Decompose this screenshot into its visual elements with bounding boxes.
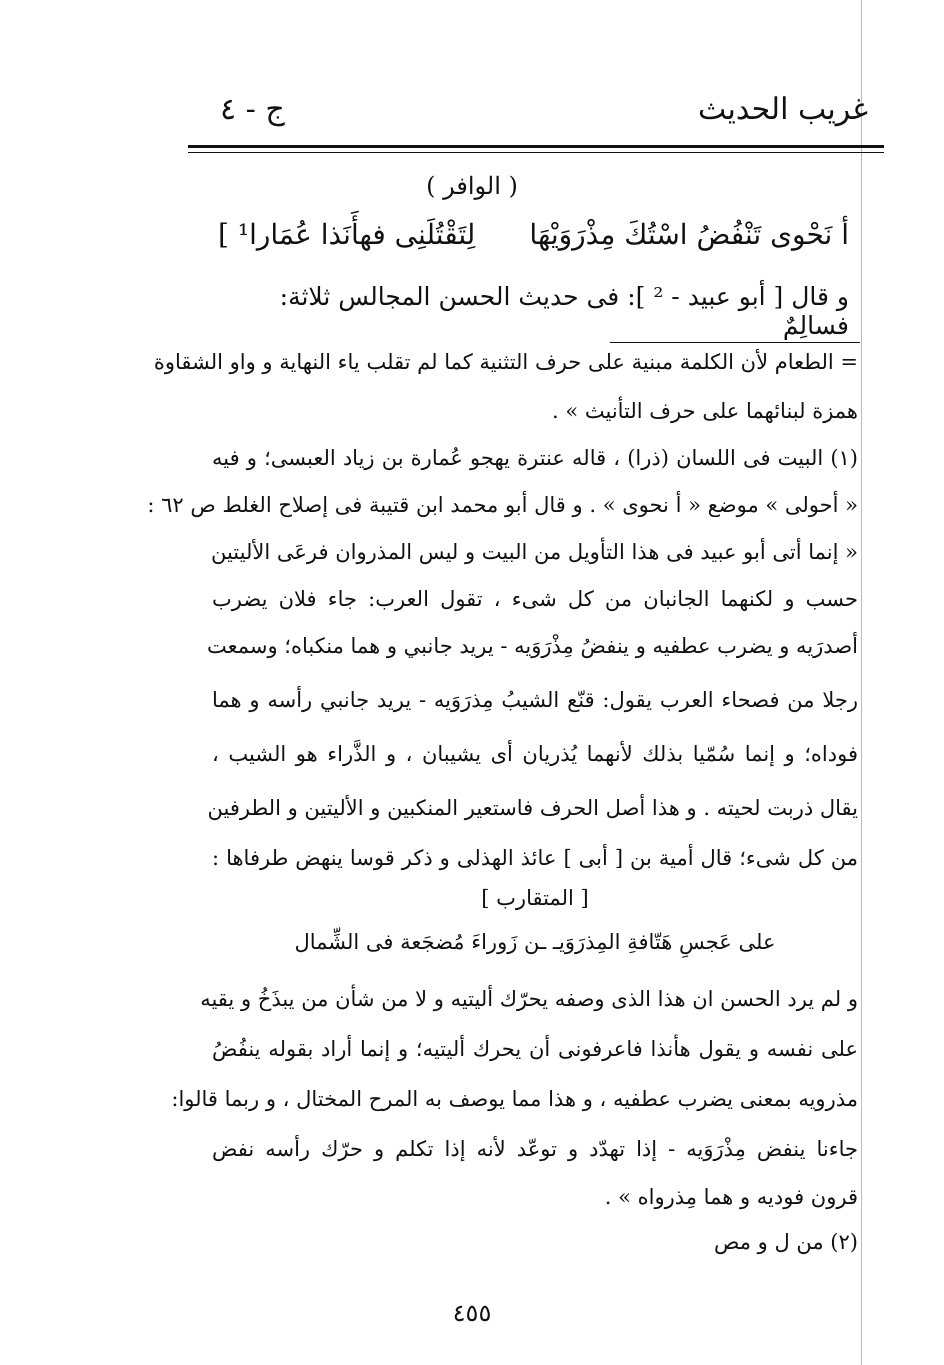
footnote-line: « أحولى » موضع « أ نحوى » . و قال أبو محمد ابن قتيبة فى إصلاح الغلط ص ٦٢ : — [147, 493, 858, 517]
footnote-separator — [610, 342, 860, 343]
footnote-line: مذرويه بمعنى يضرب عطفيه ، و هذا مما يوصف به المرح المختال ، و ربما قالوا: — [171, 1087, 858, 1111]
footnote-line: = الطعام لأن الكلمة مبنية على حرف التثنية كما لم تقلب ياء النهاية و واو الشقاوة — [153, 350, 858, 374]
verse-meter: ( الوافر ) — [426, 172, 518, 200]
footnote-line: جاءنا ينفض مِذْرَوَيه - إذا تهدّد و توعّد لأنه إذا تكلم و حرّك رأسه نفض — [212, 1137, 858, 1161]
footnote-line: يقال ذربت لحيته . و هذا أصل الحرف فاستعير المنكبين و الأليتين و الطرفين — [207, 796, 858, 820]
footnote-line: همزة لبنائهما على حرف التأنيث » . — [551, 399, 858, 423]
footnote-line: « إنما أتى أبو عبيد فى هذا التأويل من البيت و ليس المذروان فرعَى الأليتين — [210, 540, 858, 564]
volume-number: ج - ٤ — [220, 92, 285, 127]
running-header — [190, 92, 868, 142]
footnote-line: فوداه؛ و إنما سُمّيا بذلك لأنهما يُذريان أى يشيبان ، و الذَّراء هو الشيب ، — [212, 742, 858, 766]
footnote-verse: على عَجسِ هَتّافةِ المِذرَوَيـ ـن زَوراءَ مُضجَعة فى الشِّمال — [294, 930, 776, 954]
header-rule-thin — [188, 152, 884, 153]
footnote-line: حسب و لكنهما الجانبان من كل شىء ، تقول العرب: جاء فلان يضرب — [212, 587, 858, 611]
footnote-line: من كل شىء؛ قال أمية بن [ أبى ] عائذ الهذلى و ذكر قوسا ينهض طرفاها : — [212, 846, 858, 870]
footnote-source: (٢) من ل و مص — [714, 1230, 858, 1254]
footnote-line: على نفسه و يقول هأنذا فاعرفونى أن يحرك أليتيه؛ و إنما أراد بقوله ينفُضُ — [212, 1037, 858, 1061]
verse-second-hemistich: لِتَقْتُلَنِى فهأَنَذا عُمَارا¹ ] — [218, 218, 476, 251]
footnote-line: و لم يرد الحسن ان هذا الذى وصفه يحرّك أليتيه و لا من شأن من يبذَخُ و يقيه — [200, 987, 858, 1011]
footnote-line: رجلا من فصحاء العرب يقول: قنّع الشيبُ مِذرَوَيه - يريد جانبي رأسه و هما — [212, 688, 858, 712]
page-number: ٤٥٥ — [452, 1299, 492, 1327]
footnote-line: أصدرَيه و يضرب عطفيه و ينفضُ مِذْرَوَيه - يريد جانبي و هما منكباه؛ وسمعت — [206, 634, 858, 658]
footnote-meter: [ المتقارب ] — [481, 886, 589, 910]
header-rule-thick — [188, 145, 884, 148]
footnote-line: (١) البيت فى اللسان (ذرا) ، قاله عنترة يهجو عُمارة بن زياد العبسى؛ و فيه — [212, 446, 858, 470]
book-title: غريب الحديث — [698, 92, 868, 127]
verse-first-hemistich: أ نَحْوى تَنْفُضُ اسْتُكَ مِذْرَوَيْهَا — [529, 218, 849, 251]
footnote-line: قرون فوديه و هما مِذرواه » . — [604, 1185, 858, 1209]
binding-edge — [861, 0, 862, 1365]
main-text-line: و قال [ أبو عبيد - ² ]: فى حديث الحسن المجالس ثلاثة: فسالِمٌ — [279, 282, 849, 340]
